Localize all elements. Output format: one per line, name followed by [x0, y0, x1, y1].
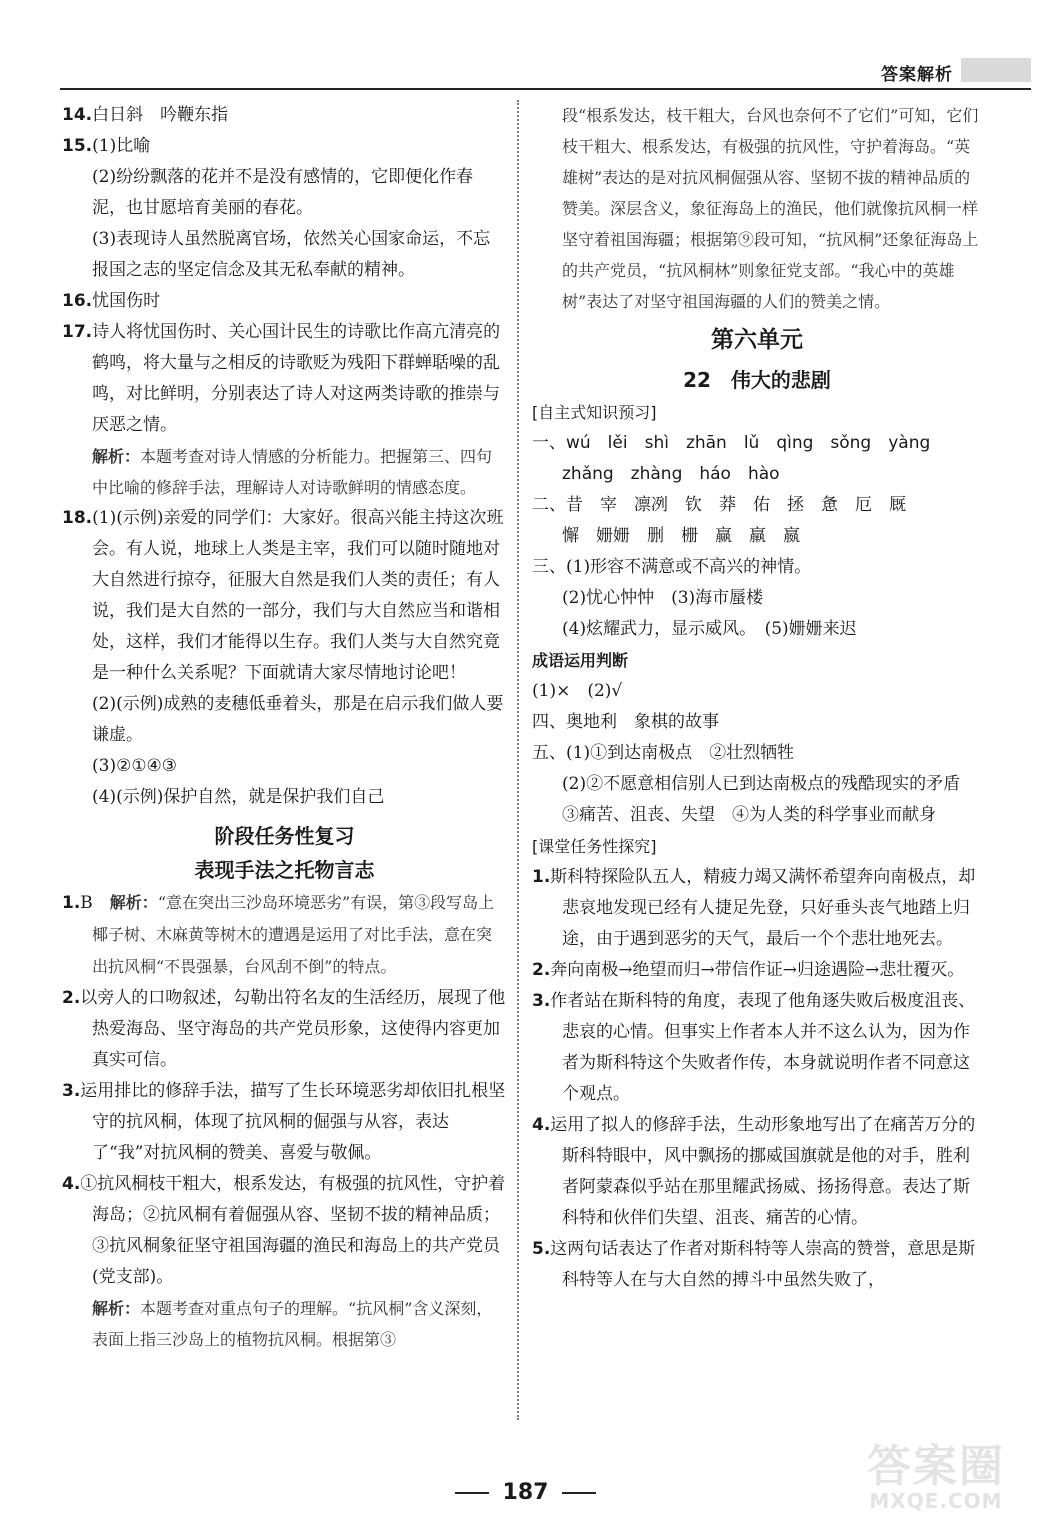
san-line-1: 三、(1)形容不满意或不高兴的神情。	[532, 557, 812, 577]
left-column	[62, 100, 507, 1355]
chars-line-2: 懈 姗姗 删 栅 赢 羸 嬴	[562, 526, 800, 546]
section-title: 阶段任务性复习	[214, 824, 355, 848]
san-line-2: (2)忧心忡忡 (3)海市蜃楼	[562, 588, 764, 608]
column-divider	[517, 100, 519, 1420]
explore-tag: [课堂任务性探究]	[532, 837, 657, 856]
review-4: 4.①抗风桐枝干粗大，根系发达，有极强的抗风性，守护着海岛；②抗风桐有着倔强从容、坚韧不拔的精神品质；③抗风桐象征坚守祖国海疆的渔民和海岛上的共产党员(党支部)。	[62, 1174, 506, 1287]
answer-18-part2: (2)(示例)成熟的麦穗低垂着头，那是在启示我们做人要谦虚。	[92, 694, 504, 745]
si-line: 四、奥地利 象棋的故事	[532, 712, 719, 732]
answer-15-part2: (2)纷纷飘落的花并不是没有感情的，它即便化作春泥，也甘愿培育美丽的春花。	[92, 167, 474, 218]
header-rule	[60, 88, 1031, 90]
answer-17: 17.诗人将忧国伤时、关心国计民生的诗歌比作高亢清亮的鹤鸣，将大量与之相反的诗歌贬为残阳下群蝉聒噪的乱鸣，对比鲜明，分别表达了诗人对这两类诗歌的推崇与厌恶之情。	[62, 322, 501, 435]
answer-14: 14.白日斜 吟鞭东指	[62, 105, 229, 125]
review-1: 1.B 解析：“意在突出三沙岛环境恶劣”有误，第③段写岛上椰子树、木麻黄等树木的遭遇是运用了对比手法，意在突出抗风桐“不畏强暴，台风刮不倒”的特点。	[62, 893, 495, 976]
unit-title: 第六单元	[711, 327, 803, 353]
analysis-review-4: 解析：本题考查对重点句子的理解。“抗风桐”含义深刻，表面上指三沙岛上的植物抗风桐。根据第③	[92, 1299, 493, 1349]
analysis-17: 解析：本题考查对诗人情感的分析能力。把握第三、四句中比喻的修辞手法，理解诗人对诗歌鲜明的情感态度。	[92, 447, 493, 497]
analysis-continued: 段“根系发达，枝干粗大，台风也奈何不了它们”可知，它们枝干粗大、根系发达，有极强的抗风性，守护着海岛。“英雄树”表达的是对抗风桐倔强从容、坚韧不拔的精神品质的赞美。深层含义，象征海岛上的渔民，他们就像抗风桐一样坚守着祖国海疆；根据第⑨段可知，“抗风桐”还象征海岛上的共产党员，“抗风桐林”则象征党支部。“我心中的英雄树”表达了对坚守祖国海疆的人们的赞美之情。	[562, 106, 979, 311]
answer-18-part3: (3)②①④③	[92, 756, 178, 776]
answer-15: 15.(1)比喻	[62, 136, 151, 156]
lesson-title: 22 伟大的悲剧	[683, 368, 831, 392]
explore-5: 5.这两句话表达了作者对斯科特等人崇高的赞誉，意思是斯科特等人在与大自然的搏斗中虽然失败了，	[532, 1239, 976, 1290]
review-3: 3.运用排比的修辞手法，描写了生长环境恶劣却依旧扎根坚守的抗风桐，体现了抗风桐的倔强与从容，表达了“我”对抗风桐的赞美、喜爱与敬佩。	[62, 1081, 506, 1163]
idiom-label: 成语运用判断	[532, 651, 629, 670]
idiom-answers: (1)× (2)√	[532, 681, 623, 701]
explore-2: 2.奔向南极→绝望而归→带信作证→归途遇险→悲壮覆灭。	[532, 960, 965, 980]
explore-4: 4.运用了拟人的修辞手法，生动形象地写出了在痛苦万分的斯科特眼中，风中飘扬的挪威国旗就是他的对手，胜利者阿蒙森似乎站在那里耀武扬威、扬扬得意。表达了斯科特和伙伴们失望、沮丧、痛苦的心情。	[532, 1115, 976, 1228]
wu-line-2: (2)②不愿意相信别人已到达南极点的残酷现实的矛盾 ③痛苦、沮丧、失望 ④为人类的科学事业而献身	[562, 774, 978, 825]
pinyin-line-1: 一、wú lěi shì zhān lǔ qìng sǒng yàng	[532, 433, 931, 453]
san-line-3: (4)炫耀武力，显示威风。 (5)姗姗来迟	[562, 619, 857, 639]
review-2: 2.以旁人的口吻叙述，勾勒出符名友的生活经历，展现了他热爱海岛、坚守海岛的共产党员形象，这使得内容更加真实可信。	[62, 988, 506, 1070]
answer-18: 18.(1)(示例)亲爱的同学们：大家好。很高兴能主持这次班会。有人说，地球上人类是主宰，我们可以随时随地对大自然进行掠夺，征服大自然是我们人类的责任；有人说，我们是大自然的一部分，我们与大自然应当和谐相处，这样，我们才能得以生存。我们人类与大自然究竟是一种什么关系呢？下面就请大家尽情地讨论吧！	[62, 508, 504, 683]
section-subtitle: 表现手法之托物言志	[194, 858, 375, 882]
chars-line-1: 二、昔 宰 凛冽 钦 莽 佑 拯 惫 厄 厩	[532, 495, 906, 515]
page-number: 187	[502, 1480, 549, 1505]
answer-15-part3: (3)表现诗人虽然脱离官场，依然关心国家命运，不忘报国之志的坚定信念及其无私奉献的精神。	[92, 229, 491, 280]
wu-line-1: 五、(1)①到达南极点 ②壮烈牺牲	[532, 743, 795, 763]
explore-3: 3.作者站在斯科特的角度，表现了他角逐失败后极度沮丧、悲哀的心情。但事实上作者本人并不这么认为，因为作者为斯科特这个失败者作传，本身就说明作者不同意这个观点。	[532, 991, 976, 1104]
right-column	[532, 100, 982, 1296]
explore-1: 1.斯科特探险队五人，精疲力竭又满怀希望奔向南极点，却悲哀地发现已经有人捷足先登，只好垂头丧气地踏上归途，由于遇到恶劣的天气，最后一个个悲壮地死去。	[532, 867, 976, 949]
header-decoration	[961, 58, 1031, 82]
answer-16: 16.忧国伤时	[62, 291, 161, 311]
answer-18-part4: (4)(示例)保护自然，就是保护我们自己	[92, 787, 385, 807]
watermark-logo: 答案圈 MXQE.COM	[867, 1441, 1005, 1513]
preview-tag: [自主式知识预习]	[532, 403, 657, 422]
pinyin-line-2: zhǎng zhàng háo hào	[562, 464, 780, 484]
header-label: 答案解析	[881, 65, 953, 85]
